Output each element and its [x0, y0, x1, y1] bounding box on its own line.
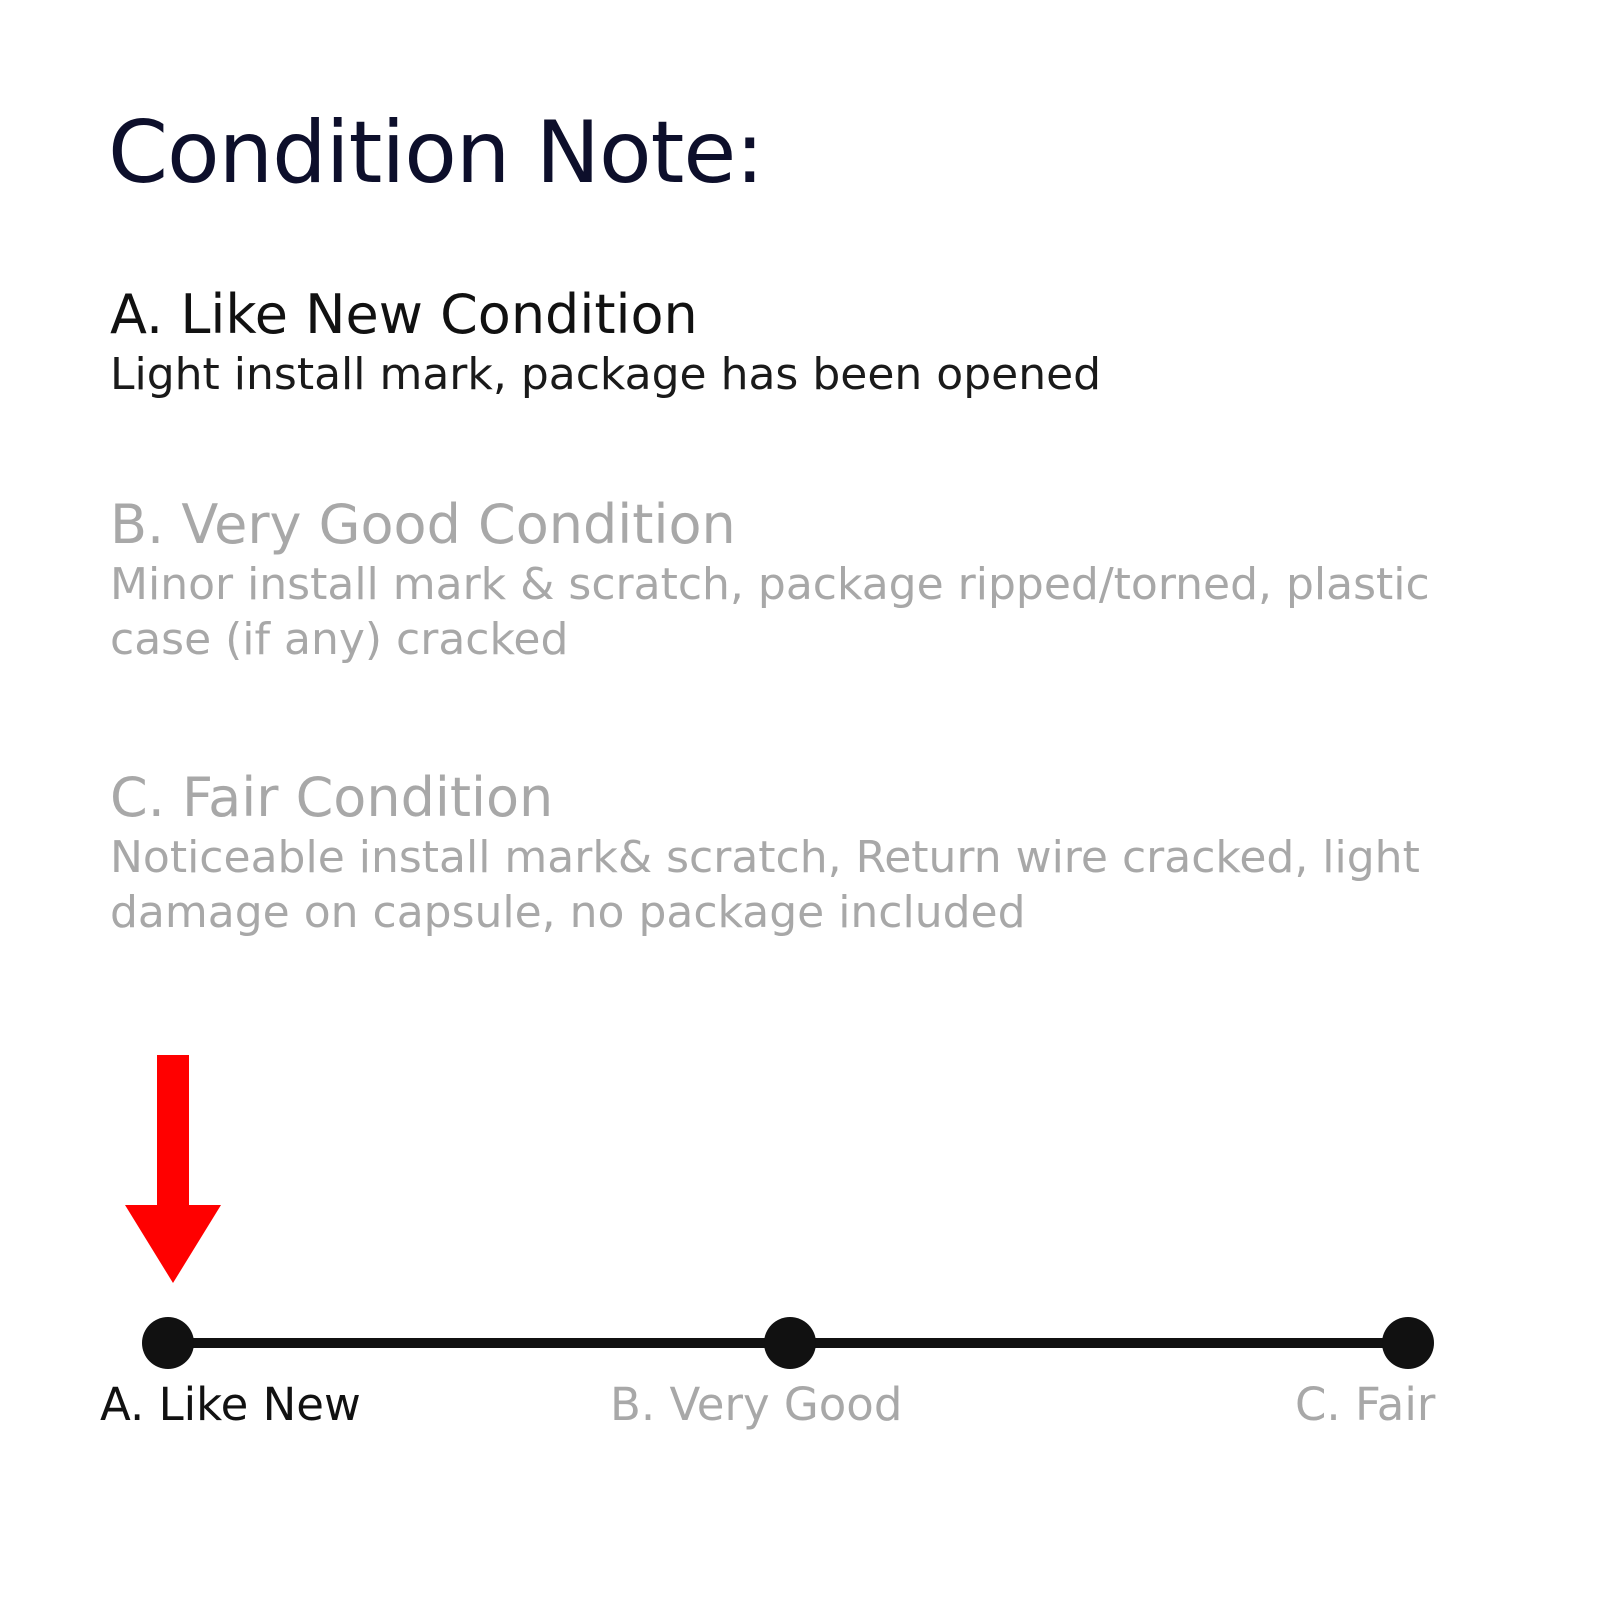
scale-point-c[interactable]: [1382, 1317, 1434, 1369]
condition-block-a: [110, 285, 1510, 402]
condition-a-description: Light install mark, package has been opened: [110, 349, 1102, 401]
condition-block-b: [110, 495, 1510, 667]
condition-b-heading: B. Very Good Condition: [110, 493, 736, 556]
down-arrow-icon: [125, 1055, 221, 1285]
condition-c-heading: C. Fair Condition: [110, 766, 554, 829]
scale-point-b[interactable]: [764, 1317, 816, 1369]
condition-block-c: [110, 768, 1510, 940]
scale-label-a: A. Like New: [100, 1378, 361, 1431]
scale-label-c: C. Fair: [1295, 1378, 1436, 1431]
page-title: Condition Note:: [108, 103, 764, 203]
condition-scale: [0, 1290, 1600, 1590]
condition-b-description: Minor install mark & scratch, package ripped/torned, plastic case (if any) cracked: [110, 559, 1430, 666]
condition-c-description: Noticeable install mark& scratch, Return wire cracked, light damage on capsule, no package included: [110, 832, 1420, 939]
scale-point-a[interactable]: [142, 1317, 194, 1369]
condition-a-heading: A. Like New Condition: [110, 283, 698, 346]
scale-label-b: B. Very Good: [610, 1378, 903, 1431]
